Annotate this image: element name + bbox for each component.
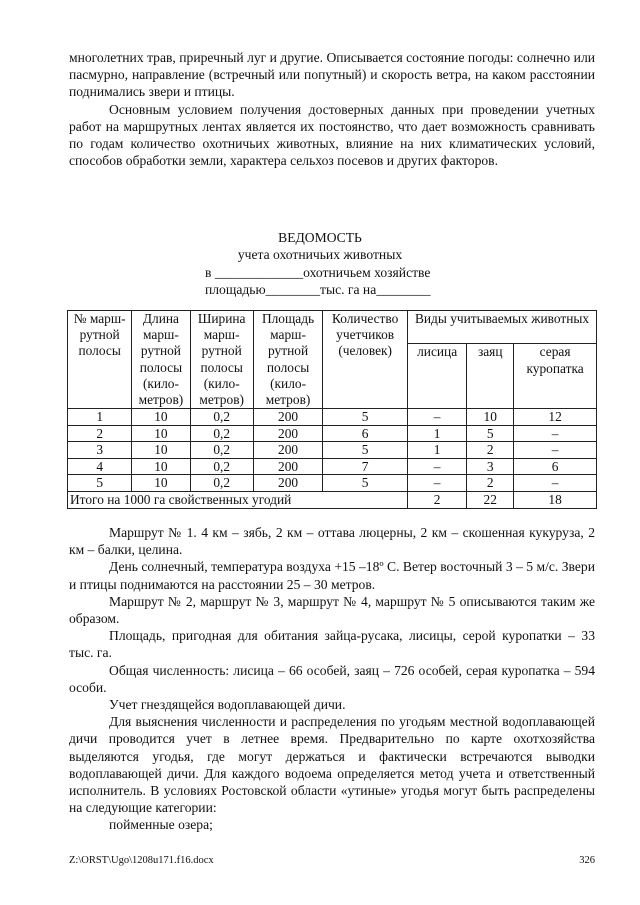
cell-partridge: –	[514, 442, 597, 459]
header-species-group: Виды учитываемых животных	[408, 311, 597, 344]
table-total-row	[68, 491, 597, 508]
cell-fox: –	[408, 475, 467, 492]
cell-route-number: 4	[68, 458, 132, 475]
header-width: Ширина марш-рутной полосы (кило-метров)	[190, 311, 253, 409]
cell-width: 0,2	[190, 475, 253, 492]
total-hare: 22	[467, 491, 514, 508]
table-row	[68, 475, 597, 492]
header-route-number: № марш-рутной полосы	[68, 311, 132, 409]
census-table	[67, 310, 597, 509]
weather-description: День солнечный, температура воздуха +15 –18º С. Ветер восточный 3 – 5 м/с. Звери и птицы поднимаются на расстоянии 25 – 30 метров.	[69, 559, 595, 592]
form-subtitle: учета охотничьих животных	[237, 247, 403, 262]
cell-counters: 5	[323, 475, 408, 492]
header-hare: заяц	[467, 344, 514, 409]
cell-route-number: 3	[68, 442, 132, 459]
table-row	[68, 425, 597, 442]
cell-hare: 2	[467, 442, 514, 459]
cell-fox: –	[408, 409, 467, 426]
cell-area: 200	[253, 409, 322, 426]
top-text	[69, 49, 595, 169]
cell-fox: 1	[408, 425, 467, 442]
cell-length: 10	[132, 409, 190, 426]
bottom-text	[69, 524, 595, 834]
cell-width: 0,2	[190, 442, 253, 459]
cell-width: 0,2	[190, 409, 253, 426]
waterfowl-heading: Учет гнездящейся водоплавающей дичи.	[109, 697, 346, 713]
cell-counters: 7	[323, 458, 408, 475]
total-fox: 2	[408, 491, 467, 508]
cell-width: 0,2	[190, 458, 253, 475]
cell-counters: 5	[323, 442, 408, 459]
cell-partridge: 12	[514, 409, 597, 426]
cell-hare: 5	[467, 425, 514, 442]
header-fox: лисица	[408, 344, 467, 409]
footer-page-number: 326	[579, 855, 595, 866]
cell-length: 10	[132, 475, 190, 492]
cell-fox: 1	[408, 442, 467, 459]
header-partridge: серая куропатка	[514, 344, 597, 409]
form-title: ВЕДОМОСТЬ	[278, 230, 362, 245]
paragraph-main-condition: Основным условием получения достоверных данных при проведении учетных работ на маршрутных лентах является их постоянство, что дает возможность сравнивать по годам количество охотничьих животных, влияние на них климатических условий, способов обработки земли, характера сельхоз посевов и других факторов.	[69, 101, 595, 169]
table-row	[68, 442, 597, 459]
cell-route-number: 5	[68, 475, 132, 492]
footer-file-path: Z:\ORST\Ugo\1208u171.f16.docx	[69, 855, 214, 866]
cell-partridge: 6	[514, 458, 597, 475]
cell-hare: 2	[467, 475, 514, 492]
cell-route-number: 2	[68, 425, 132, 442]
cell-route-number: 1	[68, 409, 132, 426]
cell-area: 200	[253, 458, 322, 475]
cell-hare: 10	[467, 409, 514, 426]
cell-partridge: –	[514, 425, 597, 442]
form-area-line: площадью________тыс. га на________	[205, 282, 431, 297]
route-1-description: Маршрут № 1. 4 км – зябь, 2 км – оттава люцерны, 2 км – скошенная кукуруза, 2 км – балки, целина.	[69, 525, 595, 558]
table-body	[68, 409, 597, 492]
waterfowl-paragraph: Для выяснения численности и распределения по угодьям местной водоплавающей дичи проводится учет в летнее время. Предварительно по карте охотхозяйства выделяются угодья, где могут держаться и фактически встречаются выводки водоплавающей дичи. Для каждого водоема определяется метод учета и ответственный исполнитель. В условиях Ростовской области «утиные» угодья могут быть распределены на следующие категории:	[69, 714, 595, 816]
cell-width: 0,2	[190, 425, 253, 442]
list-item-floodplain-lakes: пойменные озера;	[109, 817, 213, 833]
other-routes-note: Маршрут № 2, маршрут № 3, маршрут № 4, маршрут № 5 описываются таким же образом.	[69, 593, 595, 627]
cell-counters: 5	[323, 409, 408, 426]
cell-length: 10	[132, 425, 190, 442]
cell-counters: 6	[323, 425, 408, 442]
header-counters: Количество учетчиков (человек)	[323, 311, 408, 409]
paragraph-continuation: многолетних трав, приречный луг и другие. Описывается состояние погоды: солнечно или пасмурно, направление (встречный или попутный) и скорость ветра, на каком расстоянии поднимались звери и птицы.	[69, 50, 595, 100]
total-label: Итого на 1000 га свойственных угодий	[68, 491, 408, 508]
table-row	[68, 458, 597, 475]
form-farm-line: в _____________охотничьем хозяйстве	[205, 265, 431, 280]
cell-area: 200	[253, 442, 322, 459]
cell-area: 200	[253, 425, 322, 442]
cell-hare: 3	[467, 458, 514, 475]
total-partridge: 18	[514, 491, 597, 508]
cell-length: 10	[132, 442, 190, 459]
cell-length: 10	[132, 458, 190, 475]
table-row	[68, 409, 597, 426]
cell-area: 200	[253, 475, 322, 492]
header-area: Площадь марш-рутной полосы (кило-метров)	[253, 311, 322, 409]
habitat-area: Площадь, пригодная для обитания зайца-русака, лисицы, серой куропатки – 33 тыс. га.	[69, 628, 595, 661]
cell-fox: –	[408, 458, 467, 475]
total-population: Общая численность: лисица – 66 особей, заяц – 726 особей, серая куропатка – 594 особи.	[69, 662, 595, 695]
header-length: Длина марш-рутной полосы (кило-метров)	[132, 311, 190, 409]
cell-partridge: –	[514, 475, 597, 492]
